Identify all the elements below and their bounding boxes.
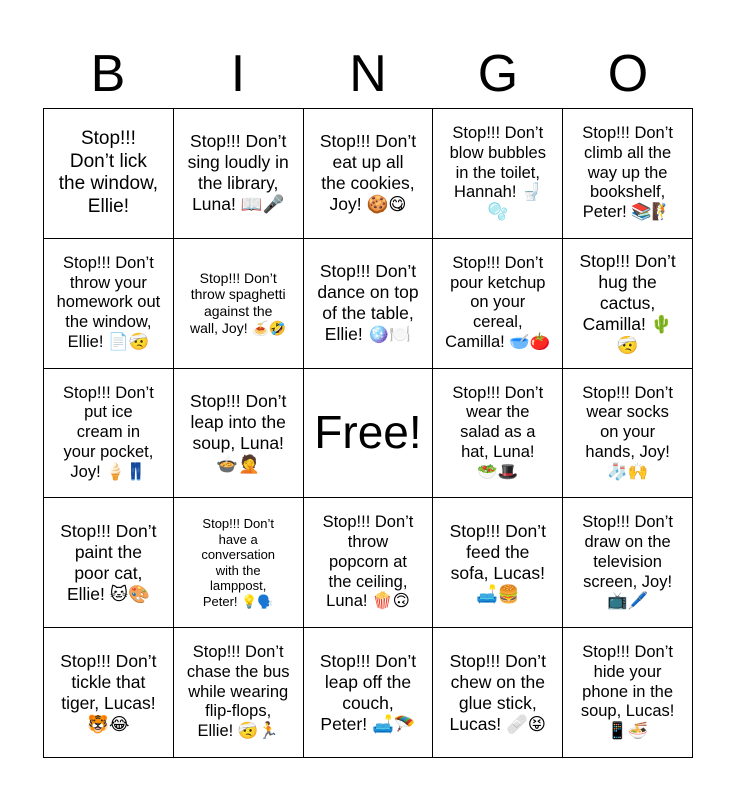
bingo-cell[interactable] <box>174 369 304 499</box>
bingo-cell[interactable] <box>174 239 304 369</box>
cell-text: Stop!!! Don’t pour ketchup on your cereal, Camilla! 🥣🍅 <box>445 253 551 351</box>
cell-text: Stop!!! Don’t leap off the couch, Peter! 🛋️🪂 <box>319 650 417 734</box>
free-space-cell[interactable] <box>304 369 434 499</box>
bingo-cell[interactable] <box>44 239 174 369</box>
cell-text: Stop!!! Don’t wear the salad as a hat, Luna! 🥗🎩 <box>452 383 544 481</box>
bingo-cell[interactable] <box>44 369 174 499</box>
cell-text: Stop!!! Don’t throw popcorn at the ceiling, Luna! 🍿🙃 <box>322 513 414 611</box>
cell-text: Stop!!! Don’t blow bubbles in the toilet, Hannah! 🚽 🫧 <box>449 123 546 222</box>
cell-text: Stop!!! Don’t chase the bus while wearing flip-flops, Ellie! 🤕🏃 <box>186 643 290 741</box>
bingo-cell[interactable] <box>44 628 174 758</box>
cell-text: Stop!!! Don’t lick the window, Ellie! <box>58 127 159 218</box>
bingo-cell[interactable] <box>433 109 563 239</box>
cell-text: Stop!!! Don’t wear socks on your hands, Joy! 🧦🙌 <box>582 383 673 481</box>
cell-text: Stop!!! Don’t leap into the soup, Luna! 🍲🤦 <box>190 390 287 474</box>
bingo-card-grid <box>43 108 693 758</box>
bingo-cell[interactable] <box>563 109 693 239</box>
cell-text: Stop!!! Don’t chew on the glue stick, Lucas! 🩹😝 <box>449 650 547 734</box>
cell-text: Stop!!! Don’t hide your phone in the soup, Lucas! 📱🍜 <box>580 643 675 741</box>
bingo-cell[interactable] <box>174 498 304 628</box>
bingo-cell[interactable] <box>563 498 693 628</box>
cell-text: Stop!!! Don’t paint the poor cat, Ellie! 🐱🎨 <box>60 520 157 604</box>
cell-text: Stop!!! Don’t throw spaghetti against the wall, Joy! 🍝🤣 <box>190 269 287 336</box>
header-letter-i: I <box>230 45 246 103</box>
bingo-cell[interactable] <box>44 498 174 628</box>
bingo-cell[interactable] <box>304 109 434 239</box>
free-space-label: Free! <box>314 406 422 459</box>
cell-text: Stop!!! Don’t draw on the television screen, Joy! 📺🖊️ <box>582 513 673 611</box>
bingo-cell[interactable] <box>563 239 693 369</box>
cell-text: Stop!!! Don’t climb all the way up the bookshelf, Peter! 📚🧗 <box>582 123 673 222</box>
cell-text: Stop!!! Don’t sing loudly in the library, Luna! 📖🎤 <box>187 131 289 215</box>
header-letter-b: B <box>90 45 126 103</box>
cell-text: Stop!!! Don’t have a conversation with the lamppost, Peter! 💡🗣️ <box>201 516 276 609</box>
cell-text: Stop!!! Don’t throw your homework out the window, Ellie! 📄🤕 <box>56 253 161 351</box>
header-letter-n: N <box>349 45 387 103</box>
header-letter-o: O <box>607 45 649 103</box>
bingo-cell[interactable] <box>433 239 563 369</box>
bingo-cell[interactable] <box>563 628 693 758</box>
bingo-cell[interactable] <box>433 369 563 499</box>
bingo-cell[interactable] <box>44 109 174 239</box>
cell-text: Stop!!! Don’t hug the cactus, Camilla! 🌵 🤕 <box>579 250 676 355</box>
bingo-cell[interactable] <box>433 498 563 628</box>
cell-text: Stop!!! Don’t eat up all the cookies, Joy! 🍪😋 <box>319 131 417 215</box>
bingo-header <box>43 40 693 108</box>
cell-text: Stop!!! Don’t put ice cream in your pocket, Joy! 🍦👖 <box>62 383 154 481</box>
bingo-cell[interactable] <box>174 109 304 239</box>
bingo-cell[interactable] <box>563 369 693 499</box>
bingo-cell[interactable] <box>304 498 434 628</box>
cell-text: Stop!!! Don’t dance on top of the table, Ellie! 🪩🍽️ <box>317 261 419 345</box>
cell-text: Stop!!! Don’t tickle that tiger, Lucas! 🐯😂 <box>60 650 157 734</box>
bingo-cell[interactable] <box>304 239 434 369</box>
bingo-cell[interactable] <box>433 628 563 758</box>
cell-text: Stop!!! Don’t feed the sofa, Lucas! 🛋️🍔 <box>449 520 546 604</box>
header-letter-g: G <box>477 45 519 103</box>
bingo-cell[interactable] <box>304 628 434 758</box>
bingo-cell[interactable] <box>174 628 304 758</box>
